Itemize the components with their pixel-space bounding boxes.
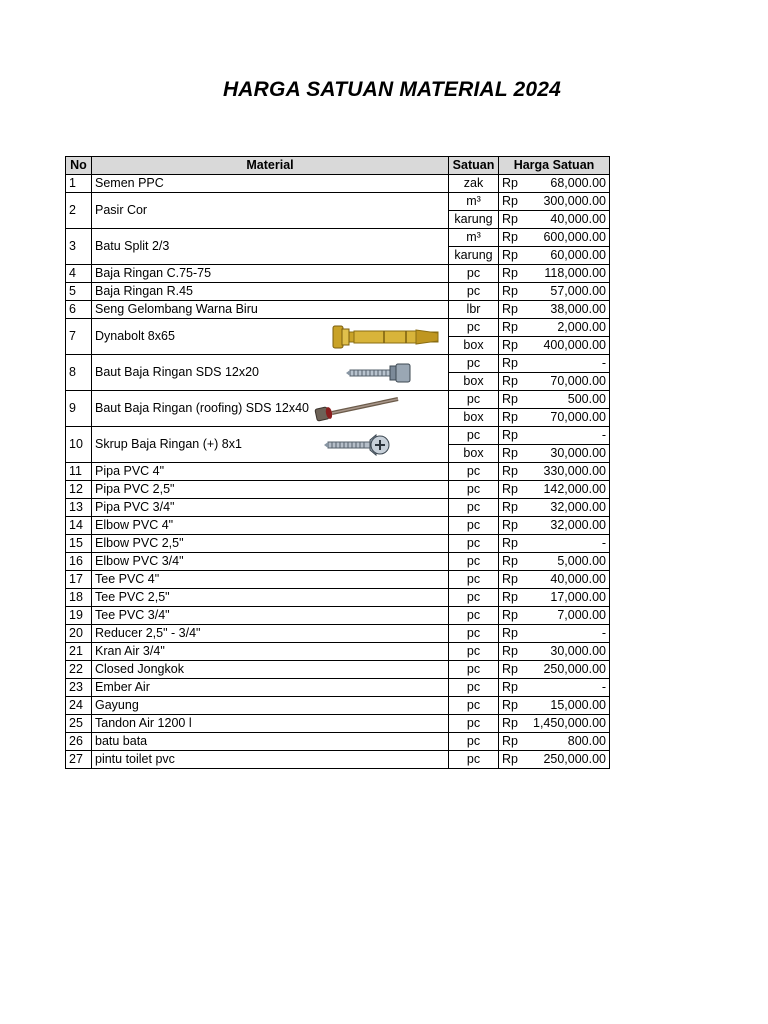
table-row: [66, 679, 610, 697]
table-row: [66, 193, 610, 211]
item-unit: pc: [449, 427, 499, 445]
item-material-label: Tandon Air 1200 l: [95, 716, 192, 730]
table-body: [66, 175, 610, 769]
item-material-label: Tee PVC 2,5": [95, 590, 170, 604]
item-price: 2,000.00: [526, 319, 610, 337]
item-unit: pc: [449, 643, 499, 661]
item-unit: pc: [449, 733, 499, 751]
currency-label: Rp: [499, 193, 526, 211]
item-number: 9: [66, 391, 92, 427]
item-price: 600,000.00: [526, 229, 610, 247]
table-row: [66, 715, 610, 733]
item-material: [92, 517, 449, 535]
item-price: 400,000.00: [526, 337, 610, 355]
item-number: 2: [66, 193, 92, 229]
item-material: [92, 283, 449, 301]
item-unit: pc: [449, 571, 499, 589]
item-material: [92, 697, 449, 715]
item-material: [92, 607, 449, 625]
table-row: [66, 607, 610, 625]
currency-label: Rp: [499, 229, 526, 247]
item-material-label: Kran Air 3/4": [95, 644, 165, 658]
currency-label: Rp: [499, 337, 526, 355]
item-price: -: [526, 427, 610, 445]
item-material-label: Gayung: [95, 698, 139, 712]
table-row: [66, 463, 610, 481]
item-material-label: Closed Jongkok: [95, 662, 184, 676]
item-material: [92, 535, 449, 553]
item-material: [92, 553, 449, 571]
currency-label: Rp: [499, 607, 526, 625]
item-unit: pc: [449, 481, 499, 499]
item-unit: pc: [449, 679, 499, 697]
item-price: -: [526, 625, 610, 643]
item-unit: pc: [449, 283, 499, 301]
item-material-label: Tee PVC 3/4": [95, 608, 170, 622]
item-number: 5: [66, 283, 92, 301]
item-material-label: Baja Ringan R.45: [95, 284, 193, 298]
item-price: 30,000.00: [526, 445, 610, 463]
table-row: [66, 283, 610, 301]
phillips-screw-icon: [324, 431, 390, 459]
item-price: 40,000.00: [526, 211, 610, 229]
item-unit: box: [449, 445, 499, 463]
item-number: 14: [66, 517, 92, 535]
currency-label: Rp: [499, 535, 526, 553]
item-unit: box: [449, 337, 499, 355]
item-number: 16: [66, 553, 92, 571]
item-number: 27: [66, 751, 92, 769]
item-number: 7: [66, 319, 92, 355]
item-unit: karung: [449, 247, 499, 265]
item-number: 11: [66, 463, 92, 481]
item-material: [92, 589, 449, 607]
table-row: [66, 643, 610, 661]
item-unit: m³: [449, 229, 499, 247]
currency-label: Rp: [499, 715, 526, 733]
item-price: 118,000.00: [526, 265, 610, 283]
item-unit: pc: [449, 715, 499, 733]
currency-label: Rp: [499, 301, 526, 319]
table-row: [66, 697, 610, 715]
table-row: [66, 661, 610, 679]
item-material-label: Ember Air: [95, 680, 150, 694]
item-price: 32,000.00: [526, 499, 610, 517]
item-material-label: Elbow PVC 2,5": [95, 536, 184, 550]
item-price: 330,000.00: [526, 463, 610, 481]
item-material: [92, 751, 449, 769]
item-material: [92, 301, 449, 319]
currency-label: Rp: [499, 499, 526, 517]
item-number: 24: [66, 697, 92, 715]
header-harga-satuan: Harga Satuan: [499, 157, 610, 175]
table-header-row: [66, 157, 610, 175]
item-unit: pc: [449, 625, 499, 643]
item-material-label: Elbow PVC 3/4": [95, 554, 184, 568]
currency-label: Rp: [499, 661, 526, 679]
item-number: 25: [66, 715, 92, 733]
item-material-label: Pipa PVC 2,5": [95, 482, 175, 496]
item-number: 8: [66, 355, 92, 391]
item-material-label: pintu toilet pvc: [95, 752, 175, 766]
item-material: [92, 463, 449, 481]
currency-label: Rp: [499, 733, 526, 751]
currency-label: Rp: [499, 571, 526, 589]
currency-label: Rp: [499, 247, 526, 265]
item-number: 26: [66, 733, 92, 751]
item-price: 300,000.00: [526, 193, 610, 211]
item-unit: pc: [449, 751, 499, 769]
currency-label: Rp: [499, 589, 526, 607]
table-row: [66, 499, 610, 517]
currency-label: Rp: [499, 697, 526, 715]
item-material: [92, 571, 449, 589]
item-material: [92, 643, 449, 661]
item-unit: pc: [449, 499, 499, 517]
item-unit: pc: [449, 391, 499, 409]
item-unit: pc: [449, 517, 499, 535]
item-material-label: Pipa PVC 4": [95, 464, 165, 478]
item-unit: pc: [449, 265, 499, 283]
dynabolt-icon: [332, 322, 446, 352]
table-row: [66, 751, 610, 769]
item-price: 40,000.00: [526, 571, 610, 589]
item-price: 68,000.00: [526, 175, 610, 193]
table-row: [66, 571, 610, 589]
table-row: [66, 175, 610, 193]
table-row: [66, 265, 610, 283]
roofing-screw-icon: [314, 395, 400, 423]
item-price: 57,000.00: [526, 283, 610, 301]
item-unit: pc: [449, 697, 499, 715]
item-material-label: Semen PPC: [95, 176, 164, 190]
table-row: [66, 625, 610, 643]
item-material: [92, 679, 449, 697]
item-unit: lbr: [449, 301, 499, 319]
currency-label: Rp: [499, 355, 526, 373]
header-satuan: Satuan: [449, 157, 499, 175]
currency-label: Rp: [499, 265, 526, 283]
currency-label: Rp: [499, 445, 526, 463]
item-price: 60,000.00: [526, 247, 610, 265]
table-row: [66, 733, 610, 751]
currency-label: Rp: [499, 211, 526, 229]
item-material: [92, 265, 449, 283]
item-material: [92, 355, 449, 391]
item-material-label: Seng Gelombang Warna Biru: [95, 302, 258, 316]
item-unit: pc: [449, 355, 499, 373]
item-number: 23: [66, 679, 92, 697]
item-price: 5,000.00: [526, 553, 610, 571]
item-material: [92, 229, 449, 265]
item-price: 70,000.00: [526, 409, 610, 427]
item-material-label: batu bata: [95, 734, 148, 748]
item-price: 500.00: [526, 391, 610, 409]
item-material-label: Skrup Baja Ringan (+) 8x1: [95, 437, 242, 451]
item-price: -: [526, 679, 610, 697]
item-price: 30,000.00: [526, 643, 610, 661]
item-material-label: Dynabolt 8x65: [95, 329, 175, 343]
item-number: 3: [66, 229, 92, 265]
table-row: [66, 229, 610, 247]
item-price: 17,000.00: [526, 589, 610, 607]
item-price: 15,000.00: [526, 697, 610, 715]
item-material-label: Baja Ringan C.75-75: [95, 266, 212, 280]
currency-label: Rp: [499, 481, 526, 499]
currency-label: Rp: [499, 643, 526, 661]
item-number: 10: [66, 427, 92, 463]
item-material-label: Pasir Cor: [95, 203, 148, 217]
item-number: 20: [66, 625, 92, 643]
item-unit: box: [449, 409, 499, 427]
item-number: 6: [66, 301, 92, 319]
header-no: No: [66, 157, 92, 175]
item-unit: pc: [449, 535, 499, 553]
page-title: HARGA SATUAN MATERIAL 2024: [222, 78, 562, 101]
currency-label: Rp: [499, 679, 526, 697]
item-number: 15: [66, 535, 92, 553]
currency-label: Rp: [499, 553, 526, 571]
item-material: [92, 661, 449, 679]
price-table: [65, 156, 610, 769]
currency-label: Rp: [499, 427, 526, 445]
table-row: [66, 301, 610, 319]
item-price: 800.00: [526, 733, 610, 751]
currency-label: Rp: [499, 283, 526, 301]
item-number: 13: [66, 499, 92, 517]
item-price: 7,000.00: [526, 607, 610, 625]
item-price: 38,000.00: [526, 301, 610, 319]
currency-label: Rp: [499, 517, 526, 535]
item-price: 32,000.00: [526, 517, 610, 535]
item-material: [92, 319, 449, 355]
item-unit: zak: [449, 175, 499, 193]
item-unit: pc: [449, 553, 499, 571]
table-row: [66, 355, 610, 373]
currency-label: Rp: [499, 373, 526, 391]
item-material-label: Baut Baja Ringan (roofing) SDS 12x40: [95, 401, 310, 415]
item-price: 1,450,000.00: [526, 715, 610, 733]
currency-label: Rp: [499, 751, 526, 769]
item-material: [92, 427, 449, 463]
table-row: [66, 481, 610, 499]
currency-label: Rp: [499, 175, 526, 193]
item-material-label: Baut Baja Ringan SDS 12x20: [95, 365, 259, 379]
item-material: [92, 733, 449, 751]
item-material-label: Elbow PVC 4": [95, 518, 174, 532]
item-number: 4: [66, 265, 92, 283]
currency-label: Rp: [499, 409, 526, 427]
item-number: 18: [66, 589, 92, 607]
item-material: [92, 499, 449, 517]
item-unit: pc: [449, 463, 499, 481]
table-row: [66, 589, 610, 607]
table-row: [66, 517, 610, 535]
item-number: 21: [66, 643, 92, 661]
currency-label: Rp: [499, 463, 526, 481]
item-material: [92, 193, 449, 229]
table-row: [66, 319, 610, 337]
item-unit: pc: [449, 661, 499, 679]
item-number: 12: [66, 481, 92, 499]
item-material-label: Tee PVC 4": [95, 572, 160, 586]
sds-screw-short-icon: [346, 361, 412, 385]
item-material: [92, 391, 449, 427]
item-unit: pc: [449, 589, 499, 607]
header-material: Material: [92, 157, 449, 175]
item-material: [92, 175, 449, 193]
item-material-label: Reducer 2,5" - 3/4": [95, 626, 201, 640]
item-price: 142,000.00: [526, 481, 610, 499]
item-price: 70,000.00: [526, 373, 610, 391]
item-material-label: Batu Split 2/3: [95, 239, 170, 253]
table-row: [66, 391, 610, 409]
item-number: 22: [66, 661, 92, 679]
currency-label: Rp: [499, 319, 526, 337]
item-unit: karung: [449, 211, 499, 229]
item-price: 250,000.00: [526, 661, 610, 679]
item-material-label: Pipa PVC 3/4": [95, 500, 175, 514]
item-material: [92, 481, 449, 499]
item-number: 17: [66, 571, 92, 589]
item-number: 1: [66, 175, 92, 193]
item-price: 250,000.00: [526, 751, 610, 769]
item-price: -: [526, 535, 610, 553]
currency-label: Rp: [499, 625, 526, 643]
item-material: [92, 625, 449, 643]
table-row: [66, 535, 610, 553]
item-unit: m³: [449, 193, 499, 211]
item-unit: box: [449, 373, 499, 391]
item-material: [92, 715, 449, 733]
item-number: 19: [66, 607, 92, 625]
table-row: [66, 553, 610, 571]
item-unit: pc: [449, 319, 499, 337]
item-price: -: [526, 355, 610, 373]
item-unit: pc: [449, 607, 499, 625]
currency-label: Rp: [499, 391, 526, 409]
table-row: [66, 427, 610, 445]
